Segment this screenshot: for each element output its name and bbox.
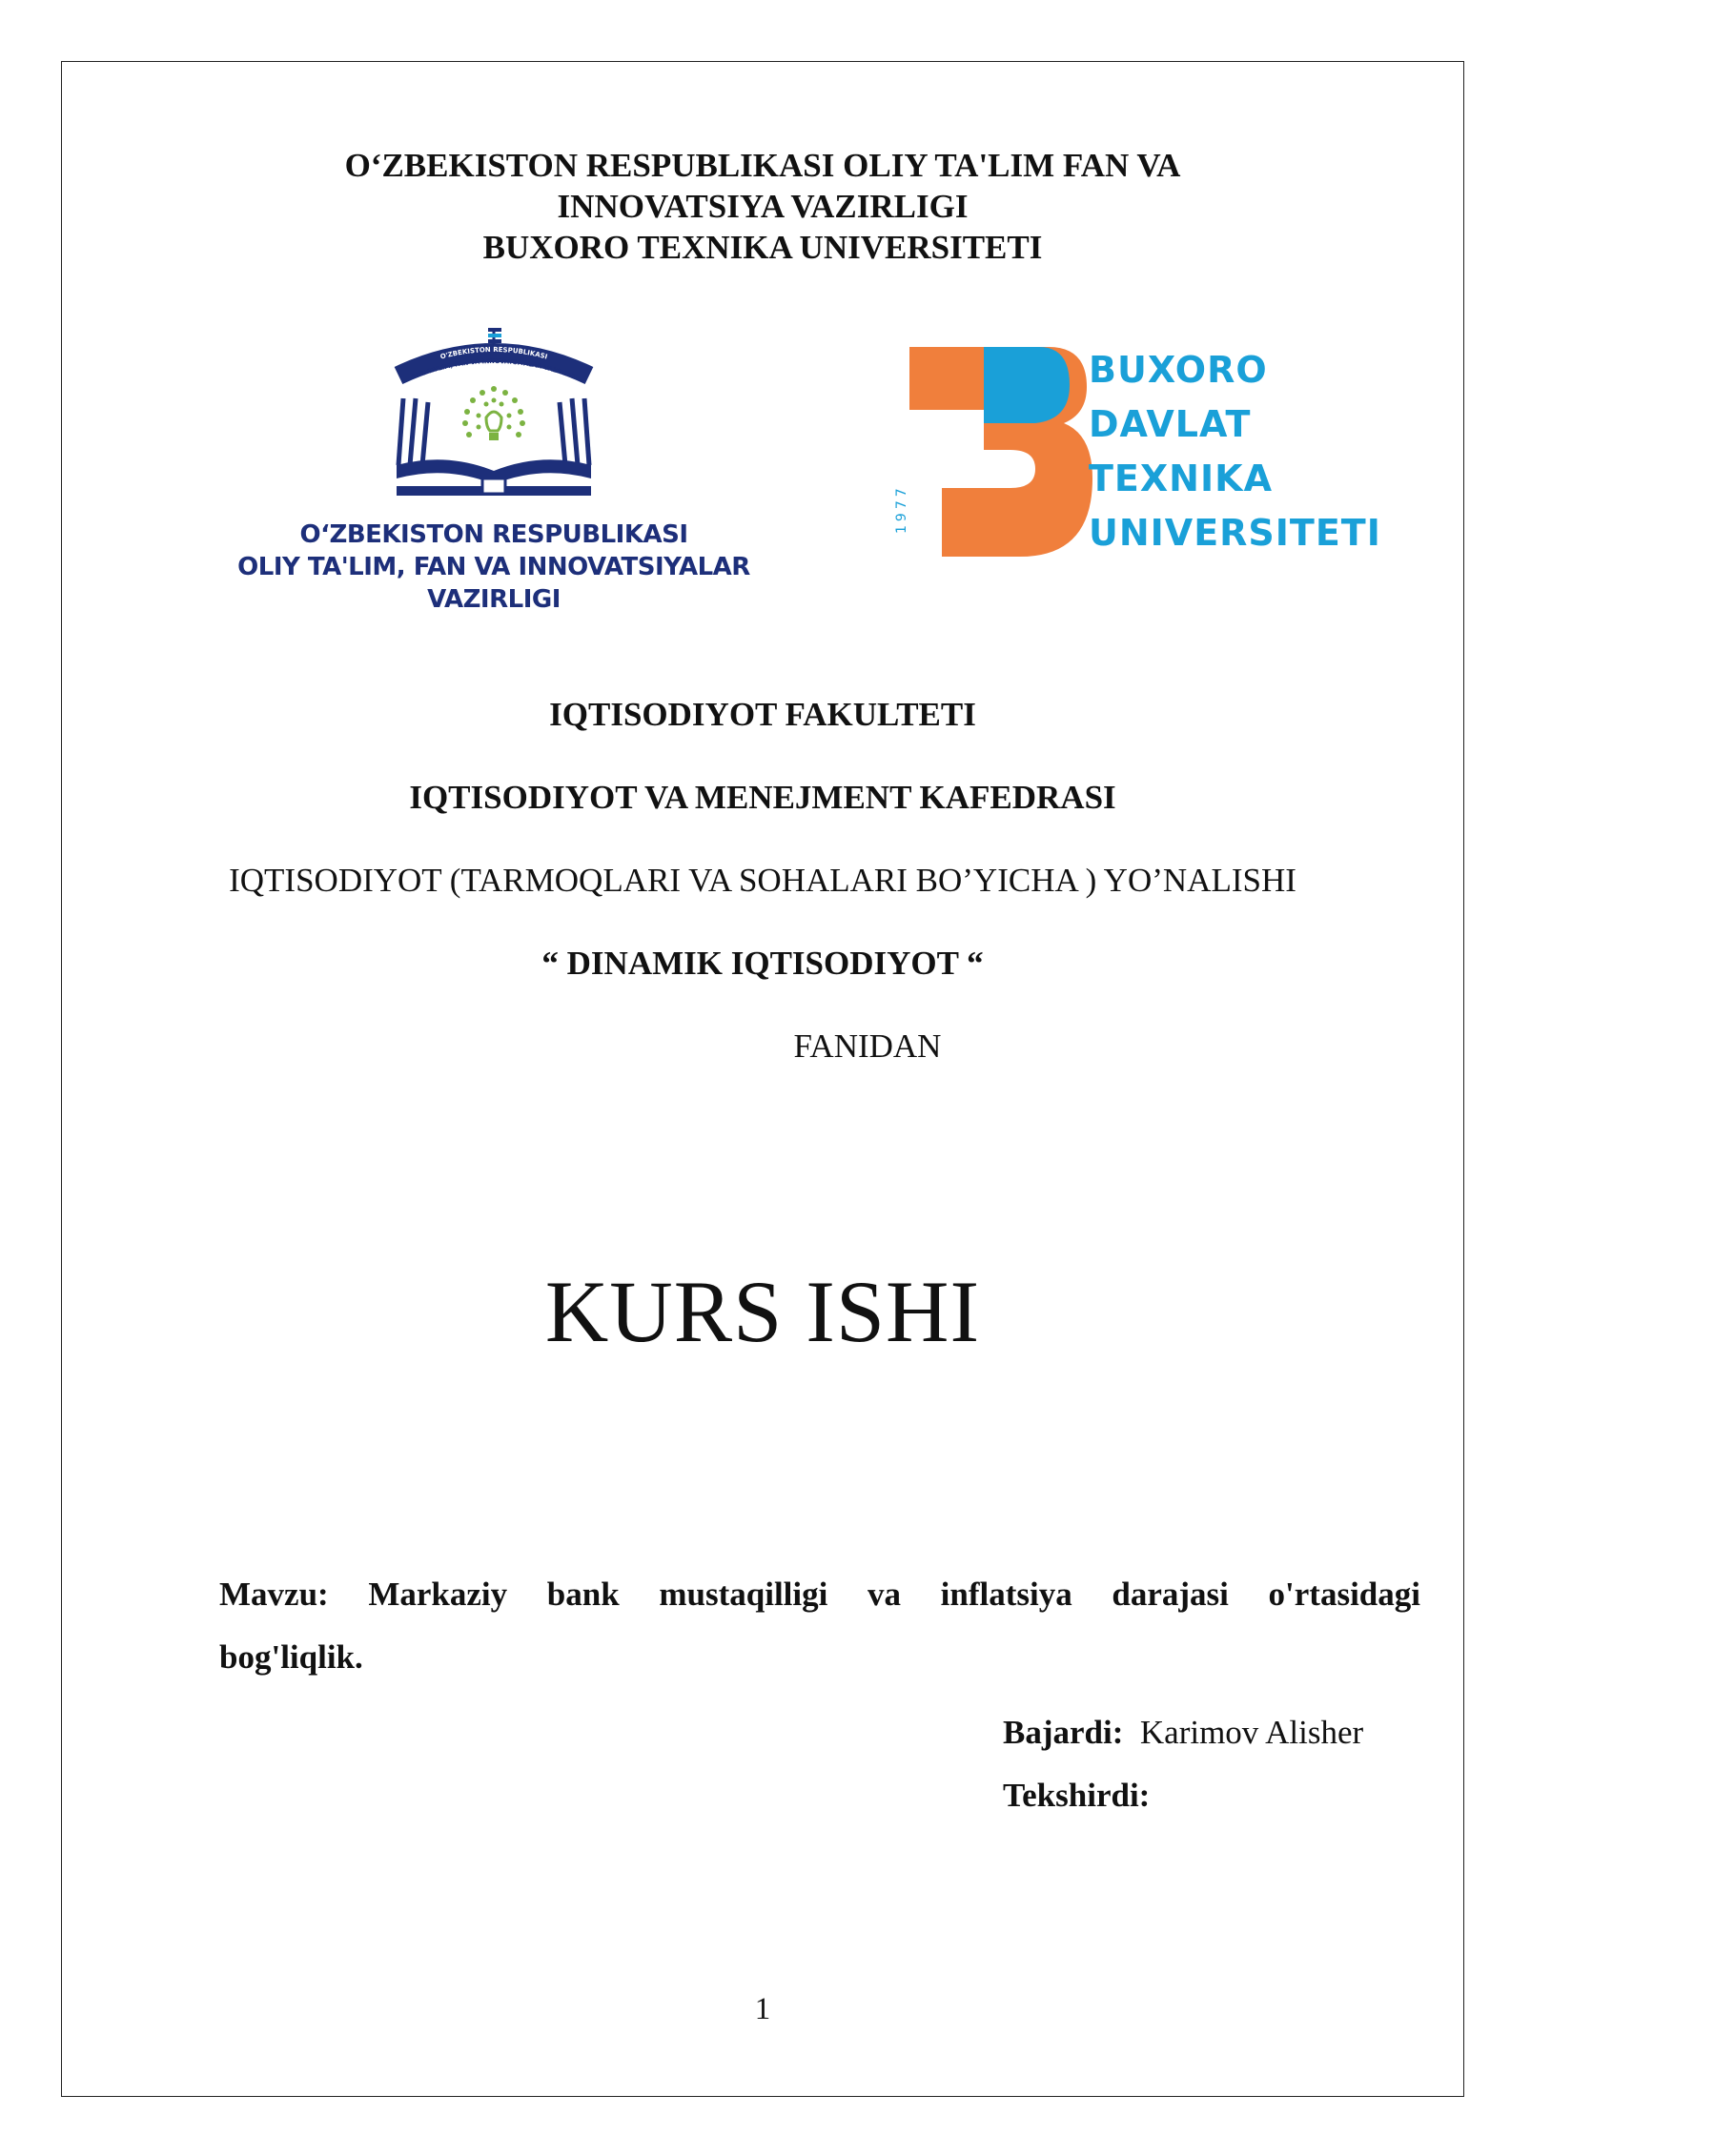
header-line-2: INNOVATSIYA VAZIRLIGI (557, 188, 969, 225)
done-by (1003, 1714, 1363, 1752)
ministry-logo (236, 322, 751, 618)
faculty-name: IQTISODIYOT FAKULTETI (549, 696, 976, 733)
header-line-3: BUXORO TEXNIKA UNIVERSITETI (482, 229, 1043, 266)
topic-line-2: bog'liqlik. (219, 1638, 363, 1676)
topic-block (219, 1563, 1420, 1689)
document-title: KURS ISHI (544, 1263, 981, 1360)
svg-text:OLIY TA'LIM, FAN VA INNOVATSIY: OLIY TA'LIM, FAN VA INNOVATSIYALAR VAZIRLIGI (409, 356, 579, 382)
header-line-1: O‘ZBEKISTON RESPUBLIKASI OLIY TA'LIM FAN VA (344, 147, 1181, 184)
svg-text:O'ZBEKISTON RESPUBLIKASI: O'ZBEKISTON RESPUBLIKASI (439, 345, 549, 361)
checked-by-label: Tekshirdi: (1003, 1777, 1151, 1814)
done-by-value: Karimov Alisher (1139, 1714, 1364, 1751)
university-logo (896, 343, 1411, 562)
ministry-header (0, 145, 1525, 268)
ministry-logo-caption: O‘ZBEKISTON RESPUBLIKASI OLIY TA'LIM, FAN VA INNOVATSIYALAR VAZIRLIGI (237, 520, 750, 614)
department-name: IQTISODIYOT VA MENEJMENT KAFEDRASI (409, 779, 1116, 816)
topic-line-1: Mavzu: Markaziy bank mustaqilligi va inflatsiya darajasi o'rtasidagi (219, 1576, 1420, 1613)
page-number: 1 (754, 1992, 771, 2026)
svg-text:1977: 1977 (894, 484, 909, 534)
subject-name: “ DINAMIK IQTISODIYOT “ (541, 945, 984, 982)
university-b-mark-icon (896, 343, 1087, 562)
direction-name: IQTISODIYOT (TARMOQLARI VA SOHALARI BO’YICHA ) YO’NALISHI (229, 862, 1296, 899)
university-logo-text: BUXORO DAVLAT TEXNIKA UNIVERSITETI (1089, 349, 1381, 554)
fanidan-label: FANIDAN (793, 1027, 942, 1065)
ministry-emblem-icon (236, 322, 751, 519)
done-by-label: Bajardi: (1003, 1714, 1124, 1751)
